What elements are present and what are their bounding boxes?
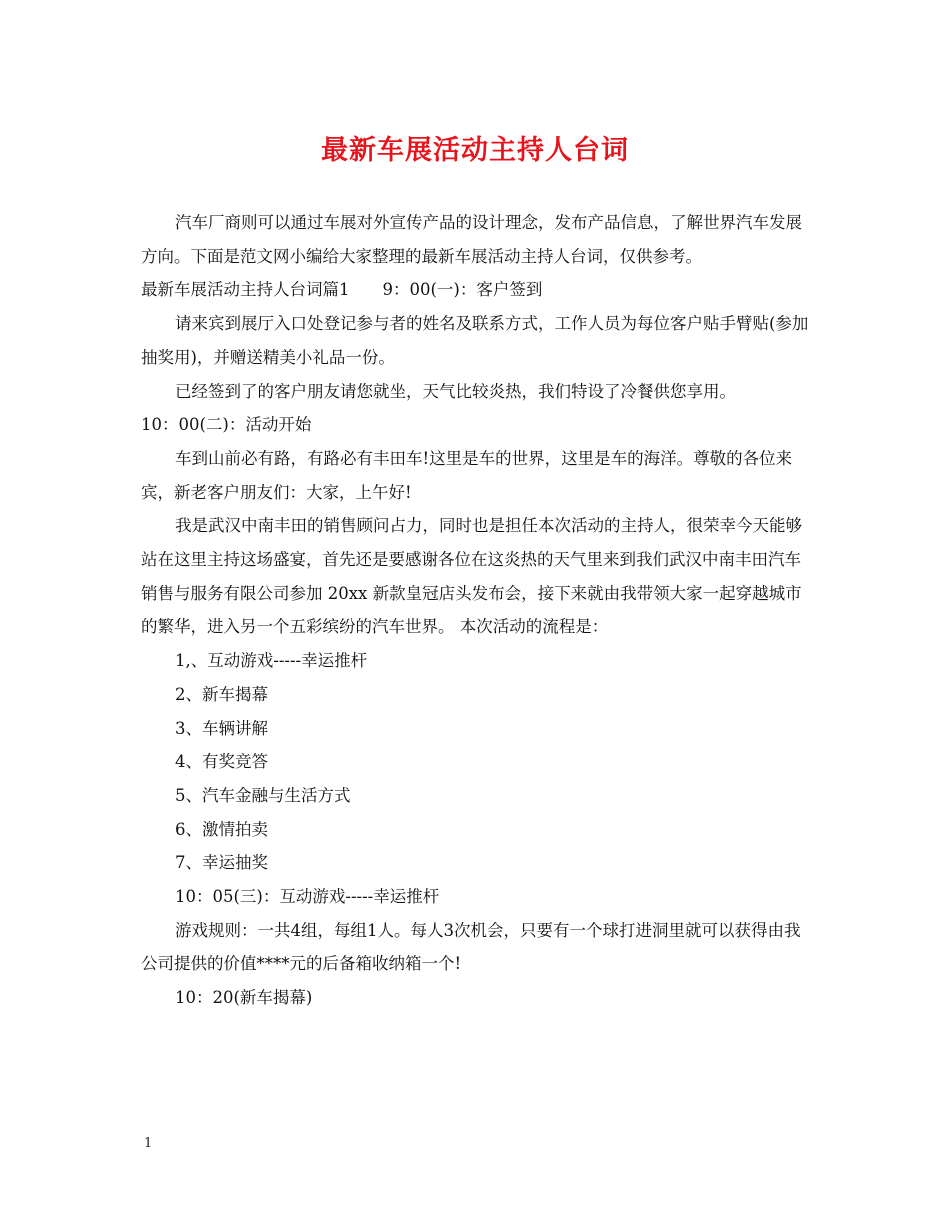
paragraph: 10：00(二)：活动开始 xyxy=(141,415,312,435)
paragraph: 我是武汉中南丰田的销售顾问占力，同时也是担任本次活动的主持人，很荣幸今天能够站在这里主持这场盛宴，首先还是要感谢各位在这炎热的天气里来到我们武汉中南丰田汽车销售与服务有限公司参加 20xx 新款皇冠店头发布会，接下来就由我带领大家一起穿越城市的繁华，进入另一个五彩缤纷的汽车世界。 本次活动的流程是： xyxy=(141,516,802,637)
paragraph: 10：20(新车揭幕) xyxy=(175,988,313,1008)
paragraph: 游戏规则：一共4组，每组1人。每人3次机会，只要有一个球打进洞里就可以获得由我公司提供的价值****元的后备箱收纳箱一个! xyxy=(141,920,801,974)
paragraph: 6、激情拍卖 xyxy=(175,819,268,839)
paragraph: 5、汽车金融与生活方式 xyxy=(175,785,351,805)
paragraph: 7、幸运抽奖 xyxy=(175,853,268,873)
paragraph: 4、有奖竞答 xyxy=(175,752,268,772)
paragraph: 3、车辆讲解 xyxy=(175,718,268,738)
paragraph: 2、新车揭幕 xyxy=(175,684,268,704)
paragraph: 已经签到了的客户朋友请您就坐，天气比较炎热，我们特设了冷餐供您享用。 xyxy=(175,381,736,401)
page-number: 1 xyxy=(144,1136,153,1151)
paragraph: 请来宾到展厅入口处登记参与者的姓名及联系方式，工作人员为每位客户贴手臂贴(参加抽奖用)，并赠送精美小礼品一份。 xyxy=(141,314,809,367)
paragraph: 最新车展活动主持人台词篇1 9：00(一)：客户签到 xyxy=(141,280,543,300)
document-body xyxy=(141,206,813,1015)
paragraph: 1,、互动游戏-----幸运推杆 xyxy=(175,651,368,671)
paragraph: 10：05(三)：互动游戏-----幸运推杆 xyxy=(175,887,440,907)
document-title: 最新车展活动主持人台词 xyxy=(321,135,629,166)
paragraph: 车到山前必有路，有路必有丰田车!这里是车的世界，这里是车的海洋。尊敬的各位来宾，新老客户朋友们：大家，上午好! xyxy=(141,448,793,502)
paragraph: 汽车厂商则可以通过车展对外宣传产品的设计理念，发布产品信息，了解世界汽车发展方向。下面是范文网小编给大家整理的最新车展活动主持人台词，仅供参考。 xyxy=(141,213,802,266)
